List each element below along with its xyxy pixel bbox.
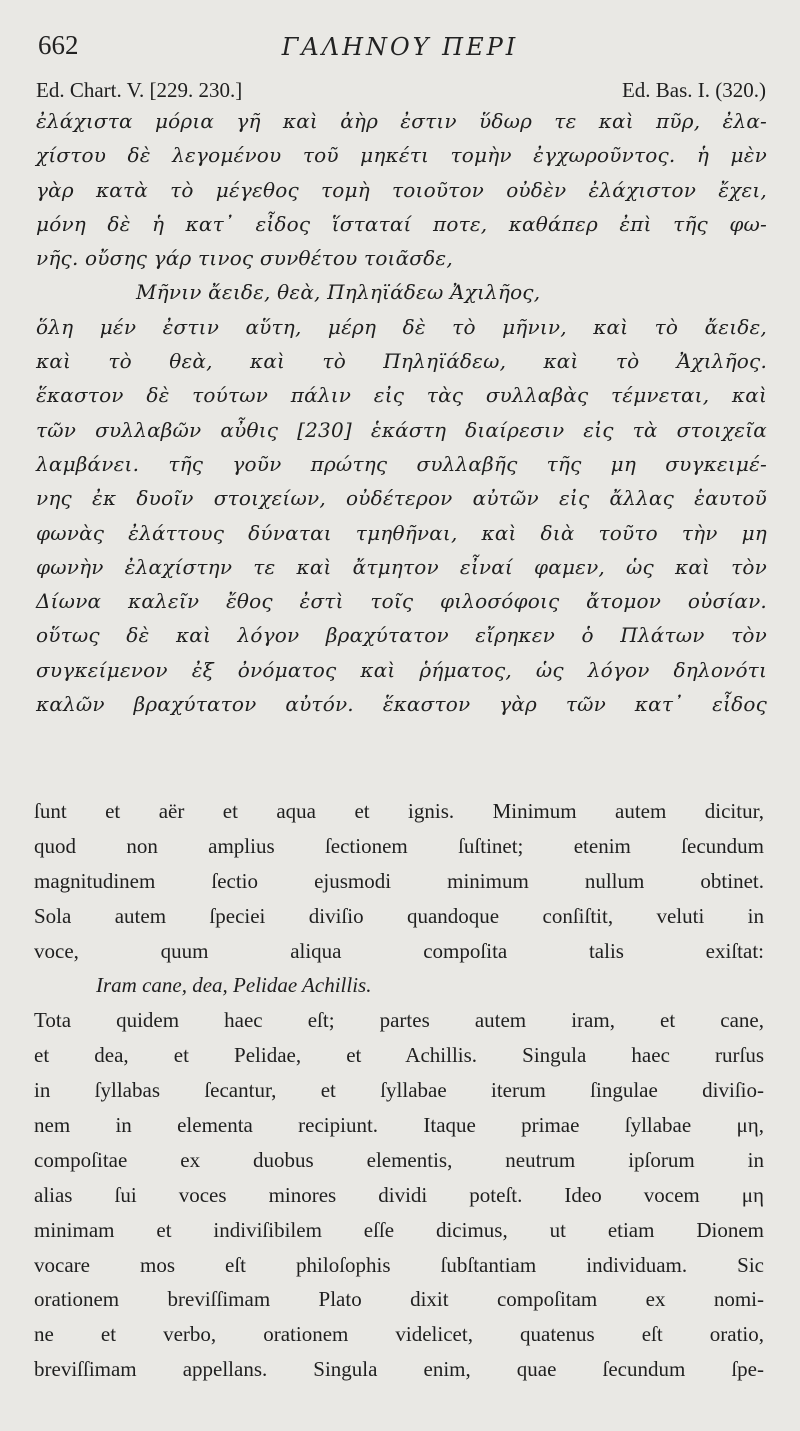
greek-verse-quotation: Μῆνιν ἄειδε, θεὰ, Πηληϊάδεω Ἀχιλῆος, (136, 280, 541, 305)
edition-reference-right: Ed. Bas. I. (320.) (621, 78, 766, 102)
latin-line: nem in elementa recipiunt. Itaque primae ſyllabae μη, (34, 1113, 764, 1138)
page-number: 662 (38, 30, 79, 60)
greek-line: ἕκαστον δὲ τούτων πάλιν εἰς τὰς συλλαβὰς τέμνεται, καὶ (36, 383, 767, 408)
latin-line: voce, quum aliqua compoſita talis exiſtat: (34, 938, 764, 963)
greek-text-block (36, 104, 767, 721)
latin-line: compoſitae ex duobus elementis, neutrum ipſorum in (34, 1147, 764, 1172)
latin-verse-quotation: Iram cane, dea, Pelidae Achillis. (96, 973, 372, 998)
latin-line: breviſſimam appellans. Singula enim, quae ſecundum ſpe- (34, 1357, 764, 1382)
greek-line: τῶν συλλαβῶν αὖθις [230] ἑκάστη διαίρεσιν εἰς τὰ στοιχεῖα (36, 417, 767, 442)
greek-line: νης ἐκ δυοῖν στοιχείων, οὐδέτερον αὐτῶν εἰς ἄλλας ἑαυτοῦ (36, 486, 767, 511)
greek-line: Δίωνα καλεῖν ἔθος ἐστὶ τοῖς φιλοσόφοις ἄτομον οὐσίαν. (36, 589, 767, 614)
latin-line: ſunt et aër et aqua et ignis. Minimum autem dicitur, (34, 799, 764, 823)
greek-line: νῆς. οὔσης γάρ τινος συνθέτου τοιᾶσδε, (36, 246, 453, 271)
latin-line: orationem breviſſimam Plato dixit compoſitam ex nomi- (34, 1287, 764, 1312)
greek-line: γὰρ κατὰ τὸ μέγεθος τομὴ τοιοῦτον οὐδὲν ἐλάχιστον ἔχει, (36, 177, 767, 202)
latin-line: quod non amplius ſectionem ſuſtinet; etenim ſecundum (34, 833, 764, 858)
running-head: ΓΑΛΗΝΟΥ ΠΕΡΙ (281, 33, 519, 61)
greek-line: οὕτως δὲ καὶ λόγον βραχύτατον εἴρηκεν ὁ Πλάτων τὸν (36, 623, 767, 648)
greek-line: καλῶν βραχύτατον αὐτόν. ἕκαστον γὰρ τῶν κατ᾿ εἶδος (36, 692, 767, 717)
latin-line: ne et verbo, orationem videlicet, quatenus eſt oratio, (34, 1322, 764, 1347)
latin-line: Sola autem ſpeciei diviſio quandoque conſiſtit, veluti in (34, 903, 764, 928)
latin-line: alias ſui voces minores dividi poteſt. Ideo vocem μη (34, 1182, 764, 1207)
latin-line: in ſyllabas ſecantur, et ſyllabae iterum ſingulae diviſio- (34, 1078, 764, 1103)
greek-line: φωνὴν ἐλαχίστην τε καὶ ἄτμητον εἶναί φαμεν, ὡς καὶ τὸν (36, 554, 767, 579)
greek-line: χίστου δὲ λεγομένου τοῦ μηκέτι τομὴν ἐγχωροῦντος. ἡ μὲν (36, 143, 767, 168)
greek-line: ὅλη μέν ἐστιν αὕτη, μέρη δὲ τὸ μῆνιν, καὶ τὸ ἄειδε, (36, 314, 767, 339)
greek-line: λαμβάνει. τῆς γοῦν πρώτης συλλαβῆς τῆς μη συγκειμέ- (36, 451, 767, 476)
latin-line: magnitudinem ſectio ejusmodi minimum nullum obtinet. (34, 868, 764, 893)
greek-line: ἐλάχιστα μόρια γῆ καὶ ἀὴρ ἐστιν ὕδωρ τε καὶ πῦρ, ἐλα- (36, 109, 767, 133)
latin-line: et dea, et Pelidae, et Achillis. Singula haec rurſus (34, 1043, 764, 1068)
greek-line: μόνη δὲ ἡ κατ᾿ εἶδος ἵσταταί ποτε, καθάπερ ἐπὶ τῆς φω- (36, 211, 767, 236)
edition-reference-left: Ed. Chart. V. [229. 230.] (36, 78, 243, 102)
latin-line: minimam et indiviſibilem eſſe dicimus, ut etiam Dionem (34, 1217, 764, 1242)
greek-line: καὶ τὸ θεὰ, καὶ τὸ Πηληϊάδεω, καὶ τὸ Ἀχιλῆος. (36, 349, 767, 374)
greek-line: συγκείμενον ἐξ ὀνόματος καὶ ῥήματος, ὡς λόγον δηλονότι (36, 657, 767, 682)
latin-line: vocare mos eſt philoſophis ſubſtantiam individuam. Sic (34, 1252, 764, 1277)
latin-line: Tota quidem haec eſt; partes autem iram, et cane, (34, 1008, 764, 1033)
greek-line: φωνὰς ἐλάττους δύναται τμηθῆναι, καὶ διὰ τοῦτο τὴν μη (36, 520, 767, 545)
latin-text-block (34, 794, 764, 1387)
